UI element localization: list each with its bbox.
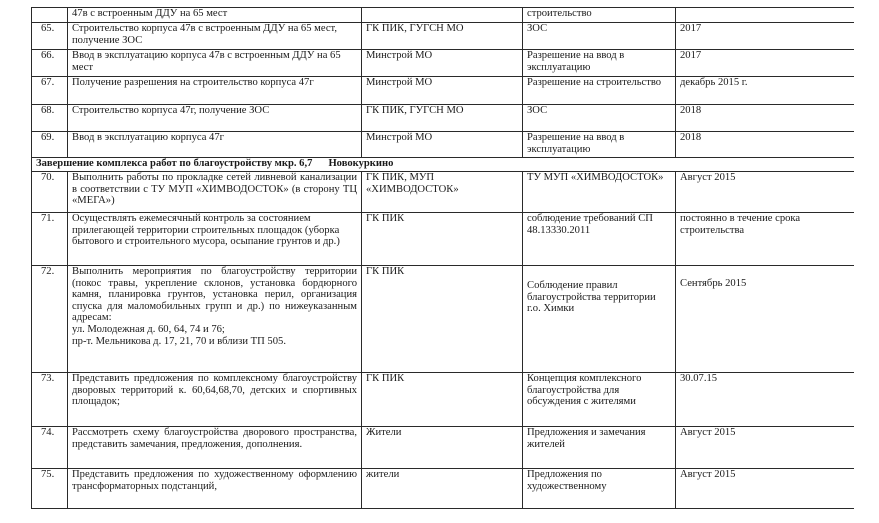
responsible-cell: [362, 8, 523, 23]
responsible-cell: Жители: [362, 427, 523, 469]
responsible-cell: ГК ПИК: [362, 373, 523, 427]
deadline-cell: 2017: [676, 50, 855, 77]
address-line: пр-т. Мельникова д. 17, 21, 70 и вблизи ТП 505.: [72, 335, 286, 347]
result-cell: Предложения по художественному: [523, 469, 676, 509]
responsible-cell: ГК ПИК, ГУГСН МО: [362, 23, 523, 50]
task-cell: Получение разрешения на строительство корпуса 47г: [68, 77, 362, 105]
row-number: 74.: [32, 427, 68, 469]
row-number: 75.: [32, 469, 68, 509]
table-row: [32, 172, 855, 213]
row-number: 68.: [32, 105, 68, 132]
task-cell: Представить предложения по комплексному благоустройству дворовых территорий к. 60,64,68,70, детских и спортивных площадок;: [68, 373, 362, 427]
task-cell: Строительство корпуса 47в с встроенным ДДУ на 65 мест, получение ЗОС: [68, 23, 362, 50]
deadline-cell: [676, 8, 855, 23]
responsible-cell: Минстрой МО: [362, 50, 523, 77]
result-cell: Соблюдение правил благоустройства территории г.о. Химки: [523, 266, 676, 373]
task-cell: Представить предложения по художественному оформлению трансформаторных подстанций,: [68, 469, 362, 509]
task-cell: 47в с встроенным ДДУ на 65 мест: [68, 8, 362, 23]
section-header-row: [32, 158, 855, 172]
table-row: [32, 132, 855, 158]
table-row: [32, 373, 855, 427]
deadline-cell: Август 2015: [676, 427, 855, 469]
result-cell: Предложения и замечания жителей: [523, 427, 676, 469]
deadline-cell: 2018: [676, 132, 855, 158]
table-row: [32, 469, 855, 509]
deadline-cell: 2018: [676, 105, 855, 132]
document-page: [31, 7, 854, 519]
responsible-cell: Минстрой МО: [362, 132, 523, 158]
responsible-cell: ГК ПИК, ГУГСН МО: [362, 105, 523, 132]
table-row: [32, 23, 855, 50]
task-cell: Строительство корпуса 47г, получение ЗОС: [68, 105, 362, 132]
row-number: 71.: [32, 213, 68, 266]
result-cell: строительство: [523, 8, 676, 23]
deadline-cell: Август 2015: [676, 469, 855, 509]
result-cell: Разрешение на строительство: [523, 77, 676, 105]
address-line: ул. Молодежная д. 60, 64, 74 и 76;: [72, 323, 225, 335]
table-row: [32, 50, 855, 77]
table-row: [32, 213, 855, 266]
task-cell: Ввод в эксплуатацию корпуса 47г: [68, 132, 362, 158]
task-cell: Выполнить работы по прокладке сетей ливневой канализации в соответствии с ТУ МУП «ХИМВОДОСТОК» (в сторону ТЦ «МЕГА»): [68, 172, 362, 213]
row-number: 69.: [32, 132, 68, 158]
result-cell: Разрешение на ввод в эксплуатацию: [523, 132, 676, 158]
result-cell: Разрешение на ввод в эксплуатацию: [523, 50, 676, 77]
responsible-cell: ГК ПИК, МУП «ХИМВОДОСТОК»: [362, 172, 523, 213]
result-cell: Концепция комплексного благоустройства для обсуждения с жителями: [523, 373, 676, 427]
table-row: [32, 8, 855, 23]
deadline-cell: 30.07.15: [676, 373, 855, 427]
task-cell: Осуществлять ежемесячный контроль за состоянием прилегающей территории строительных площадок (уборка бытового и строительного мусора, осыпание грунтов и др.): [68, 213, 362, 266]
responsible-cell: ГК ПИК: [362, 213, 523, 266]
result-cell: ЗОС: [523, 23, 676, 50]
responsible-cell: Минстрой МО: [362, 77, 523, 105]
deadline-cell: декабрь 2015 г.: [676, 77, 855, 105]
responsible-cell: жители: [362, 469, 523, 509]
table-row: [32, 77, 855, 105]
result-cell: ТУ МУП «ХИМВОДОСТОК»: [523, 172, 676, 213]
deadline-cell: Сентябрь 2015: [676, 266, 855, 373]
row-number: 66.: [32, 50, 68, 77]
section-header: [32, 158, 855, 172]
task-cell: Ввод в эксплуатацию корпуса 47в с встроенным ДДУ на 65 мест: [68, 50, 362, 77]
section-title: Завершение комплекса работ по благоустройству мкр. 6,7: [36, 158, 313, 169]
row-number: 67.: [32, 77, 68, 105]
table-row: [32, 427, 855, 469]
row-number: 72.: [32, 266, 68, 373]
table-row: [32, 266, 855, 373]
row-number: 65.: [32, 23, 68, 50]
task-cell: [68, 266, 362, 373]
table-row: [32, 105, 855, 132]
plan-table: [31, 7, 854, 509]
task-text: Выполнить мероприятия по благоустройству территории (покос травы, укрепление склонов, установка бордюрного камня, планировка грунтов, установка перил, организация спуска для маломобильных групп и др.) по нижеуказанным адресам:: [72, 266, 357, 324]
section-place: Новокуркино: [328, 158, 394, 169]
deadline-cell: Август 2015: [676, 172, 855, 213]
deadline-cell: 2017: [676, 23, 855, 50]
task-cell: Рассмотреть схему благоустройства дворового пространства, представить замечания, предложения, дополнения.: [68, 427, 362, 469]
result-cell: ЗОС: [523, 105, 676, 132]
deadline-cell: постоянно в течение срока строительства: [676, 213, 855, 266]
row-number: [32, 8, 68, 23]
result-cell: соблюдение требований СП 48.13330.2011: [523, 213, 676, 266]
responsible-cell: ГК ПИК: [362, 266, 523, 373]
row-number: 70.: [32, 172, 68, 213]
row-number: 73.: [32, 373, 68, 427]
